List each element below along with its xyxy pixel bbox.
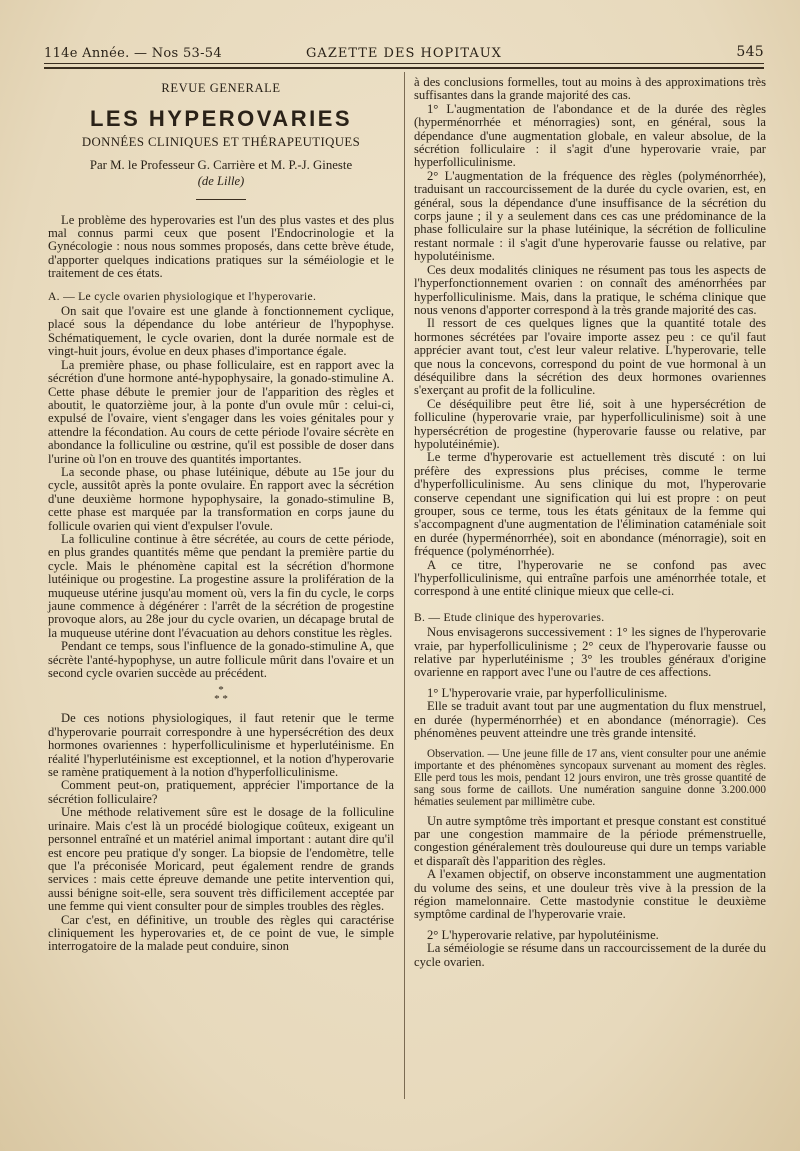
paragraph: Car c'est, en définitive, un trouble des règles qui caractérise cliniquement les hyperovaries et, de ce point de vue, le simple interrogatoire de la malade peut conduire, sinon [48, 912, 394, 954]
paragraph: Nous envisagerons successivement : 1° les signes de l'hyperovarie vraie, par hyperfolliculinisme ; 2° ceux de l'hyperovarie fausse ou relative par hyperlutéinisme ; 3° les troubles généraux d'origine ovarienne en rapport avec l'une ou l'autre de ces affections. [414, 625, 766, 680]
page-number: 545 [736, 44, 764, 60]
paragraph: Ces deux modalités cliniques ne résument pas tous les aspects de l'hyperfonctionnement ovarien : on connaît des aménorrhées par hyperfolliculinisme. Mais, dans la pratique, le schéma clinique que nous venons d'apporter correspond à la très grande majorité des cas. [414, 262, 766, 317]
paragraph: Il ressort de ces quelques lignes que la quantité totale des hormones sécrétées par l'ovaire importe assez peu : ce qu'il faut apprécier avant tout, c'est leur valeur relative. L'hyperovarie, telle que nous la concevons, correspond du point de vue hormonal à un déséquilibre dans la sécrétion des deux hormones ovariennes s'exerçant au profit de la folliculine. [414, 316, 766, 398]
title-rule [196, 199, 246, 200]
page-header [44, 44, 764, 64]
paragraph: On sait que l'ovaire est une glande à fonctionnement cyclique, placé sous la dépendance du lobe antérieur de l'hypophyse. Schématiquement, le cycle ovarien, dont la durée normale est de vingt-huit jours, évolue en deux phases d'importance égale. [48, 304, 394, 359]
paragraph: Ce déséquilibre peut être lié, soit à une hypersécrétion de folliculine (hyperovarie vraie, par hyperfolliculinisme) soit à une hypersécrétion de progestine (hyperovarie fausse ou relative, par hypolutéinémie). [414, 396, 766, 451]
paragraph: à des conclusions formelles, tout au moins à des approximations très suffisantes dans la grande majorité des cas. [414, 75, 766, 103]
paragraph: La séméiologie se résume dans un raccourcissement de la durée du cycle ovarien. [414, 941, 766, 969]
paragraph: A ce titre, l'hyperovarie ne se confond pas avec l'hyperfolliculinisme, qui entraîne parfois une aménorrhée totale, et correspond à une entité clinique mieux que celle-ci. [414, 557, 766, 599]
header-rule [44, 63, 764, 64]
author-city: (de Lille) [197, 174, 245, 189]
asterism-top: * [218, 684, 224, 697]
paragraph: Un autre symptôme très important et presque constant est constitué par une congestion mammaire de la période prémenstruelle, congestion généralement très douloureuse qui dure un temps variable et disparaît dès l'apparition des règles. [414, 813, 766, 868]
journal-title: GAZETTE DES HOPITAUX [306, 46, 502, 61]
article-subtitle: DONNÉES CLINIQUES ET THÉRAPEUTIQUES [81, 135, 361, 150]
subheading: 2° L'hyperovarie relative, par hypolutéinisme. [427, 927, 659, 942]
paragraph: Comment peut-on, pratiquement, apprécier l'importance de la sécrétion folliculaire? [48, 778, 394, 806]
right-column [414, 76, 766, 969]
intro-paragraph: Le problème des hyperovaries est l'un des plus vastes et des plus mal connus parmi ceux que posent l'Endocrinologie et la Gynécologie : nous nous sommes proposés, dans cette brève étude, d'apporter quelques indications pratiques sur la séméiologie et le traitement de ces états. [48, 212, 394, 281]
paragraph: A l'examen objectif, on observe inconstamment une augmentation du volume des seins, et une douleur très vive à la pression de la région mamelonnaire. Cette mastodynie constitue le deuxième symptôme cardinal de l'hyperovarie vraie. [414, 867, 766, 922]
header-rule-thick [44, 67, 764, 69]
article-title: LES HYPEROVARIES [89, 106, 353, 132]
left-column [48, 76, 394, 954]
paragraph: Une méthode relativement sûre est le dosage de la folliculine urinaire. Mais c'est là un procédé biologique coûteux, exigeant un personnel entraîné et un matériel animal important : autant dire qu'il est encore peu pratique d'y songer. La biopsie de l'endomètre, telle que l'a préconisée Moricard, peut également rendre de grands services : mais cette épreuve demande une petite intervention qui, aussi bénigne soit-elle, sera souvent très difficilement acceptée par une femme qui vient consulter pour de simples troubles des règles. [48, 805, 394, 914]
paragraph: Elle se traduit avant tout par une augmentation du flux menstruel, en durée (hyperménorrhée) et en abondance (ménorragie). Ces phénomènes peuvent atteindre une très grande intensité. [414, 699, 766, 741]
asterism [48, 686, 394, 704]
paragraph: Le terme d'hyperovarie est actuellement très discuté : on lui préfère des expressions plus précises, comme le terme d'hyperfolliculinisme. Au sens clinique du mot, l'hyperovarie conserve cependant une signification qui lui est propre : on peut grouper, sous ce terme, tous les états génitaux de la femme qui s'accompagnent d'une augmentation de l'élimination cataméniale soit en durée (hyperménorrhée), soit en abondance (ménorragie), soit en fréquence (polyménorrhée). [414, 450, 766, 559]
column-separator [404, 72, 405, 1099]
observation-note: Observation. — Une jeune fille de 17 ans, vient consulter pour une anémie importante et des phénomènes syncopaux survenant au moment des règles. Elle perd tous les mois, pendant 12 jours environ, une très grosse quantité de sang sous forme de caillots. Une numération sanguine donne 3.200.000 hématies seulement par millimètre cube. [414, 747, 766, 808]
paragraph: La seconde phase, ou phase lutéinique, débute au 15e jour du cycle, aussitôt après la ponte ovulaire. En rapport avec la sécrétion d'une deuxième hormone hypophysaire, la gonado-stimuline B, cette phase est marquée par la transformation en corps jaune du follicule ovarien qui vient d'expulser l'ovule. [48, 464, 394, 533]
paragraph: 2° L'augmentation de la fréquence des règles (polyménorrhée), traduisant un raccourcissement de la durée du cycle ovarien, est, en général, sous la dépendance d'une insuffisance de la sécrétion du corps jaune ; il y a seulement dans ces cas une prédominance de la phase folliculaire sur la phase lutéinique, la sécrétion de folliculine restant normale : il s'agit d'une hyperovarie fausse ou relative, par hypolutéinisme. [414, 168, 766, 264]
issue-number: 114e Année. — Nos 53-54 [44, 46, 222, 61]
article-authors: Par M. le Professeur G. Carrière et M. P.-J. Gineste [89, 157, 353, 172]
paragraph: 1° L'augmentation de l'abondance et de la durée des règles (hyperménorrhée et ménorragies) sont, en général, sous la dépendance d'une augmentation globale, en valeur absolue, de la sécrétion folliculaire : il s'agit d'une hyperovarie vraie, par hyperfolliculinisme. [414, 101, 766, 170]
paragraph: De ces notions physiologiques, il faut retenir que le terme d'hyperovarie pourrait correspondre à une hypersécrétion des deux hormones ovariennes : hyperfolliculinisme et hyperlutéinisme. En réalité l'hyperlutéinisme est exceptionnel, et la notion d'hyperovarie se ramène pratiquement à la notion d'hyperfolliculinisme. [48, 711, 394, 780]
asterism-bottom: * * [214, 693, 228, 706]
subheading: 1° L'hyperovarie vraie, par hyperfolliculinisme. [427, 685, 668, 700]
section-heading-b: B. — Etude clinique des hyperovaries. [414, 610, 605, 624]
rubric: REVUE GENERALE [161, 81, 281, 95]
paragraph: La folliculine continue à être sécrétée, au cours de cette période, en plus grandes quantités même que pendant la première partie du cycle. Mais le phénomène capital est la sécrétion d'hormone lutéinique ou progestine. La progestine assure la prolifération de la muqueuse utérine jusqu'au moment où, vers la fin du cycle, le corps jaune commence à dégénérer : l'arrêt de la sécrétion de progestine provoque alors, au 28e jour du cycle ovarien, un décapage brutal de la muqueuse utérine dont l'évacuation au dehors constitue les règles. [48, 531, 394, 640]
paragraph: La première phase, ou phase folliculaire, est en rapport avec la sécrétion d'une hormone anté-hypophysaire, la gonado-stimuline A. Cette phase débute le premier jour de l'apparition des règles et aboutit, le quatorzième jour, à la ponte d'un ovule mûr : celui-ci, expulsé de l'ovaire, vient s'engager dans les voies génitales pour y attendre la fécondation. Au cours de cette période l'ovaire sécrète en abondance la folliculine ou œstrine, qu'il est possible de doser dans l'urine où l'on en trouve des quantités importantes. [48, 357, 394, 466]
paragraph: Pendant ce temps, sous l'influence de la gonado-stimuline A, que sécrète l'anté-hypophyse, un autre follicule mûrit dans l'ovaire et un second cycle ovarien succède au précédent. [48, 639, 394, 681]
section-heading-a: A. — Le cycle ovarien physiologique et l'hyperovarie. [48, 289, 317, 303]
